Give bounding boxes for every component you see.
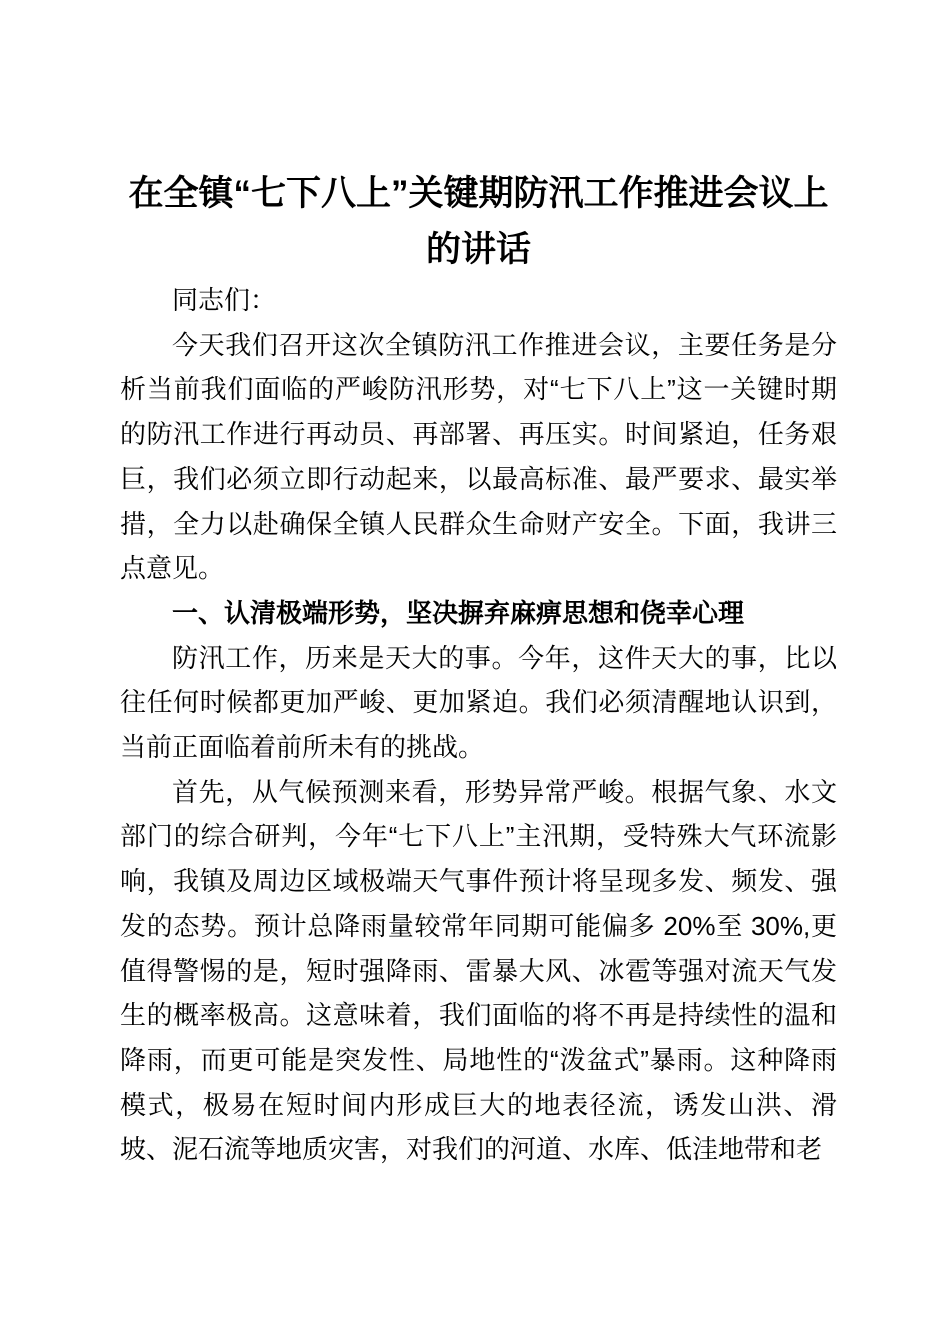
paragraph: 今天我们召开这次全镇防汛工作推进会议，主要任务是分析当前我们面临的严峻防汛形势，对“七下八上”这一关键时期的防汛工作进行再动员、再部署、再压实。时间紧迫，任务艰巨，我们必须立即行动起来，以最高标准、最严要求、最实举措，全力以赴确保全镇人民群众生命财产安全。下面，我讲三点意见。 [120, 329, 837, 584]
paragraph: 同志们： [172, 285, 277, 315]
paragraph: 首先，从气候预测来看，形势异常严峻。根据气象、水文部门的综合研判，今年“七下八上”主汛期，受特殊大气环流影响，我镇及周边区域极端天气事件预计将呈现多发、频发、强发的态势。预计总降雨量较常年同期可能偏多 20%至 30%,更值得警惕的是，短时强降雨、雷暴大风、冰雹等强对流天气发生的概率极高。这意味着，我们面临的将不再是持续性的温和降雨，而更可能是突发性、局地性的“泼盆式”暴雨。这种降雨模式，极易在短时间内形成巨大的地表径流，诱发山洪、滑坡、泥石流等地质灾害，对我们的河道、水库、低洼地带和老 [120, 776, 837, 1165]
document-body [120, 278, 837, 1172]
document-title: 在全镇“七下八上”关键期防汛工作推进会议上的讲话 [128, 174, 829, 269]
section-heading: 一、认清极端形势，坚决摒弃麻痹思想和侥幸心理 [172, 597, 745, 628]
paragraph: 防汛工作，历来是天大的事。今年，这件天大的事，比以往任何时候都更加严峻、更加紧迫。我们必须清醒地认识到，当前正面临着前所未有的挑战。 [120, 642, 837, 763]
